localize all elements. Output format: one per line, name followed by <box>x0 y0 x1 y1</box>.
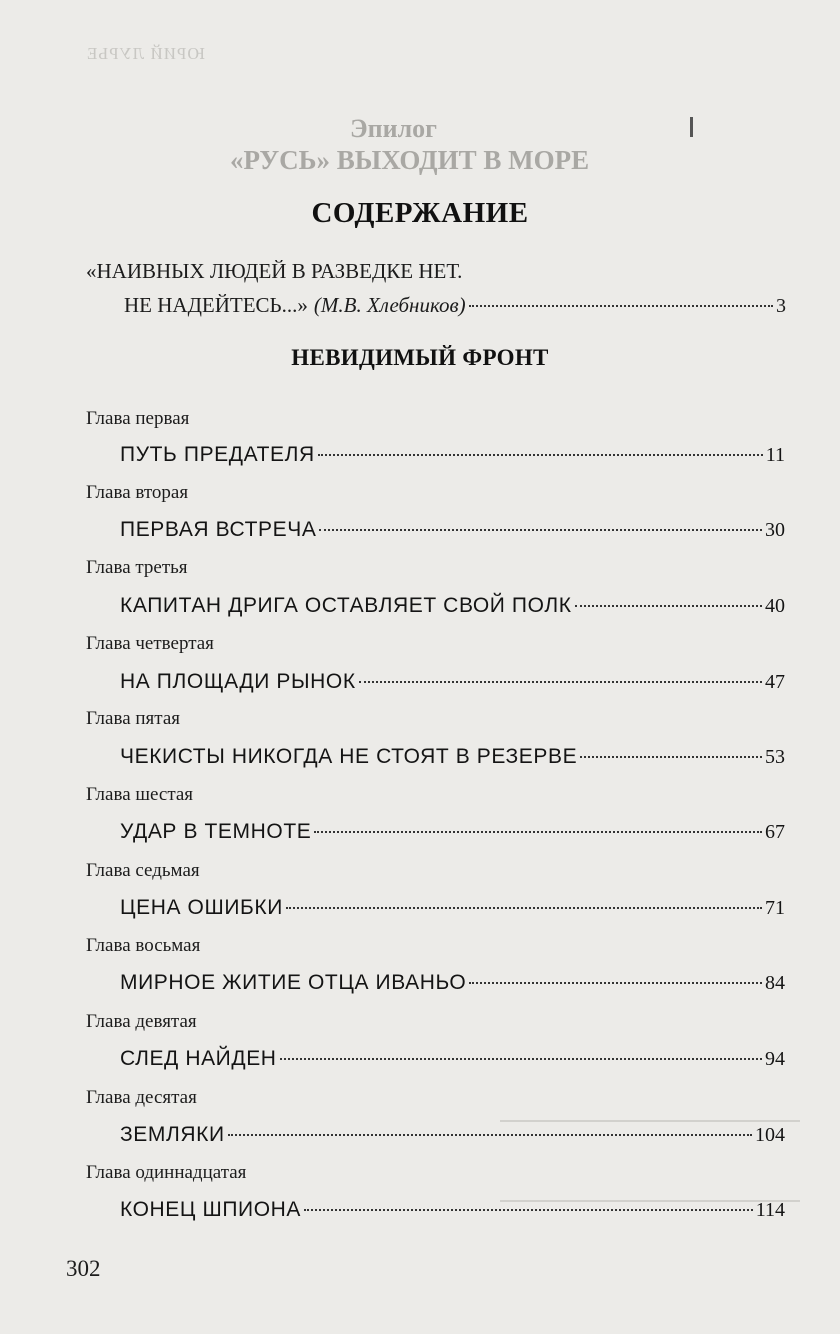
chapter-label: Глава первая <box>86 408 190 429</box>
chapter-title: КАПИТАН ДРИГА ОСТАВЛЯЕТ СВОЙ ПОЛК <box>120 594 572 617</box>
chapter-label: Глава восьмая <box>86 935 201 956</box>
page-ref: 11 <box>765 444 785 466</box>
dot-leader <box>304 1209 753 1211</box>
chapter-title: ЧЕКИСТЫ НИКОГДА НЕ СТОЯТ В РЕЗЕРВЕ <box>120 745 578 768</box>
bleed-running-head: ЮРИЙ ЛУРЬЕ <box>86 44 205 63</box>
chapter-entry[interactable] <box>120 745 785 769</box>
page-ref: 67 <box>765 821 785 843</box>
chapter-title: ПУТЬ ПРЕДАТЕЛЯ <box>120 443 315 466</box>
dot-leader <box>359 681 762 683</box>
dot-leader <box>580 756 762 758</box>
page-ref: 94 <box>765 1048 785 1070</box>
chapter-label: Глава вторая <box>86 482 189 503</box>
dot-leader <box>575 605 762 607</box>
chapter-label: Глава шестая <box>86 784 194 805</box>
chapter-label: Глава одиннадцатая <box>86 1162 247 1183</box>
chapter-entry[interactable] <box>120 443 785 467</box>
chapter-label: Глава пятая <box>86 708 180 729</box>
chapter-title: МИРНОЕ ЖИТИЕ ОТЦА ИВАНЬО <box>120 971 467 994</box>
chapter-label: Глава седьмая <box>86 860 200 881</box>
page-number: 302 <box>66 1256 101 1281</box>
bleed-line <box>500 1120 800 1122</box>
page-ref: 53 <box>765 746 785 768</box>
intro-entry-line1: «НАИВНЫХ ЛЮДЕЙ В РАЗВЕДКЕ НЕТ. <box>86 259 463 283</box>
chapter-title: ПЕРВАЯ ВСТРЕЧА <box>120 518 317 541</box>
chapter-entry[interactable] <box>120 896 785 920</box>
chapter-title: УДАР В ТЕМНОТЕ <box>120 820 312 843</box>
dot-leader <box>469 305 773 307</box>
chapter-title: ЗЕМЛЯКИ <box>120 1123 225 1146</box>
chapter-label: Глава девятая <box>86 1011 197 1032</box>
bleed-epilogue-heading: Эпилог <box>350 114 437 143</box>
page-ref: 104 <box>755 1124 785 1146</box>
dot-leader <box>286 907 762 909</box>
chapter-entry[interactable] <box>120 1123 785 1147</box>
margin-mark <box>690 117 693 137</box>
dot-leader <box>318 454 763 456</box>
bleed-chapter-title: «РУСЬ» ВЫХОДИТ В МОРЕ <box>230 145 590 175</box>
page-ref: 30 <box>765 519 785 541</box>
page-ref: 114 <box>755 1199 785 1221</box>
chapter-label: Глава третья <box>86 557 188 578</box>
contents-heading: СОДЕРЖАНИЕ <box>311 197 529 229</box>
chapter-entry[interactable] <box>120 1047 785 1071</box>
dot-leader <box>319 529 762 531</box>
page-ref: 3 <box>776 295 786 317</box>
chapter-title: ЦЕНА ОШИБКИ <box>120 896 283 919</box>
intro-author: (М.В. Хлебников) <box>313 293 466 317</box>
chapter-entry[interactable] <box>120 594 785 618</box>
chapter-title: НА ПЛОЩАДИ РЫНОК <box>120 670 356 693</box>
chapter-entry[interactable] <box>120 820 785 844</box>
chapter-entry[interactable] <box>120 518 785 542</box>
intro-title-end: НЕ НАДЕЙТЕСЬ...» <box>124 293 308 317</box>
dot-leader <box>228 1134 752 1136</box>
dot-leader <box>469 982 762 984</box>
dot-leader <box>314 831 762 833</box>
chapter-entry[interactable] <box>120 971 785 995</box>
page-ref: 40 <box>765 595 785 617</box>
chapter-entry[interactable] <box>120 670 785 694</box>
page-ref: 71 <box>765 897 785 919</box>
chapter-title: СЛЕД НАЙДЕН <box>120 1047 277 1070</box>
chapter-title: КОНЕЦ ШПИОНА <box>120 1198 302 1221</box>
chapter-label: Глава четвертая <box>86 633 214 654</box>
page-ref: 47 <box>765 671 785 693</box>
dot-leader <box>280 1058 762 1060</box>
section-title: НЕВИДИМЫЙ ФРОНТ <box>291 345 549 370</box>
intro-entry-line2[interactable] <box>124 293 786 318</box>
chapter-entry[interactable] <box>120 1198 785 1222</box>
chapter-label: Глава десятая <box>86 1087 197 1108</box>
page-ref: 84 <box>765 972 785 994</box>
